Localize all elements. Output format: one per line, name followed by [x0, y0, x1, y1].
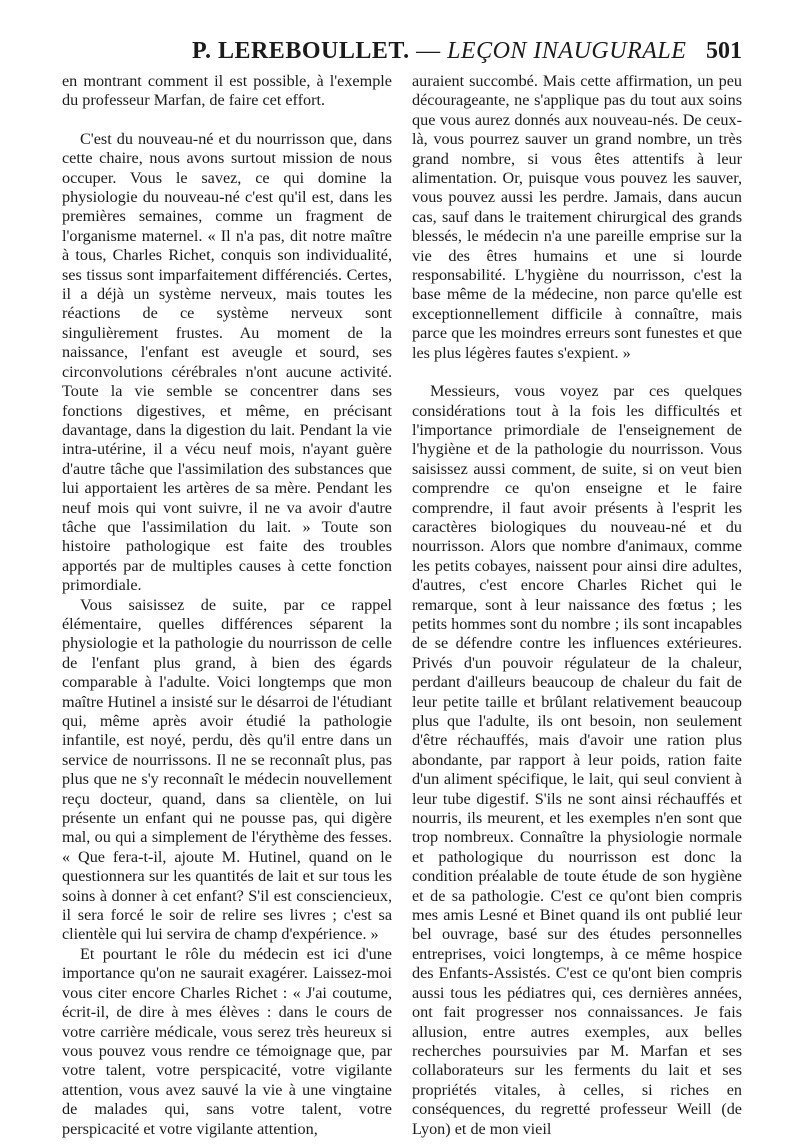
paragraph: Et pourtant le rôle du médecin est ici d'une importance qu'on ne saurait exagérer. Laissez-moi vous citer encore Charles Richet : « J'ai coutume, écrit-il, de dire à mes élèves : dans le cours de votre carrière médicale, vous serez très heureux si vous pouvez vous rendre ce témoignage que, par votre talent, votre perspicacité, votre vigilante attention, vous avez sauvé la vie à une vingtaine de malades qui, sans votre talent, votre perspicacité et votre vigilante attention,	[62, 944, 392, 1138]
left-column	[62, 72, 392, 1139]
paragraph: en montrant comment il est possible, à l'exemple du professeur Marfan, de faire cet effort.	[62, 72, 392, 110]
page-number: 501	[706, 38, 742, 64]
paragraph: Vous saisissez de suite, par ce rappel élémentaire, quelles différences séparent la physiologie et la pathologie du nourrisson de celle de l'enfant plus grand, à bien des égards comparable à l'adulte. Voici longtemps que mon maître Hutinel a insisté sur le désarroi de l'étudiant qui, même après avoir étudié la pathologie infantile, est noyé, perdu, dès qu'il entre dans un service de nourrissons. Il ne se reconnaît plus, pas plus que ne s'y reconnaît le médecin nouvellement reçu docteur, quand, dans sa clientèle, on lui présente un enfant qui ne pousse pas, qui digère mal, ou qui a simplement de l'érythème des fesses. « Que fera-t-il, ajoute M. Hutinel, quand on le questionnera sur les quantités de lait et sur tous les soins à donner à cet enfant? S'il est consciencieux, il sera forcé le soir de relire ses livres ; c'est sa clientèle qui lui servira de champ d'expérience. »	[62, 595, 392, 944]
header-author: P. LEREBOULLET.	[192, 38, 410, 64]
header-separator: —	[409, 38, 448, 64]
running-header	[60, 38, 742, 70]
paragraph: C'est du nouveau-né et du nourrisson que, dans cette chaire, nous avons surtout mission de nous occuper. Vous le savez, ce qui domine la physiologie du nouveau-né c'est qu'il est, dans les premières semaines, comme un fragment de l'organisme maternel. « Il n'a pas, dit notre maître à tous, Charles Richet, conquis son individualité, ses tissus sont imparfaitement différenciés. Certes, il a déjà un système nerveux, mais toutes les réactions de ce système nerveux sont singulièrement frustes. Au moment de la naissance, l'enfant est aveugle et sourd, ses circonvolutions cérébrales n'ont aucune activité. Toute la vie semble se concentrer dans ses fonctions digestives, et même, en précisant davantage, dans la digestion du lait. Pendant la vie intra-utérine, il a vécu neuf mois, n'ayant guère d'autre tâche que l'assimilation des substances que lui apportaient les artères de sa mère. Pendant les neuf mois qui vont suivre, il ne va avoir d'autre tâche que l'assimilation du lait. » Toute son histoire pathologique est faite des troubles apportés par de multiples causes à cette fonction primordiale.	[62, 129, 392, 595]
right-column	[412, 72, 742, 1139]
header-title	[192, 38, 686, 65]
paragraph: Messieurs, vous voyez par ces quelques considérations tout à la fois les difficultés et l'importance primordiale de l'enseignement de l'hygiène et de la pathologie du nourrisson. Vous saisissez aussi comment, de suite, si on veut bien comprendre ce qu'on enseigne et le faire comprendre, il faut avoir présents à l'esprit les caractères biologiques du nouveau-né et du nourrisson. Alors que nombre d'animaux, comme les petits cobayes, naissent pour ainsi dire adultes, d'autres, c'est encore Charles Richet qui le remarque, sont à leur naissance des fœtus ; les petits hommes sont du nombre ; ils sont incapables de se défendre contre les influences extérieures. Privés d'un pouvoir régulateur de la chaleur, perdant d'ailleurs beaucoup de chaleur du fait de leur petite taille et brûlant relativement beaucoup plus que l'adulte, ils ont besoin, non seulement d'être réchauffés, mais d'avoir une ration plus abondante, par rapport à leur poids, ration faite d'un aliment spécifique, le lait, qui seul convient à leur tube digestif. S'ils ne sont ainsi réchauffés et nourris, ils meurent, et les exemples n'en sont que trop nombreux. Connaître la physiologie normale et pathologique du nourrisson est donc la condition préalable de toute étude de son hygiène et de sa pathologie. C'est ce qu'ont bien compris mes amis Lesné et Binet quand ils ont publié leur bel ouvrage, basé sur des études personnelles entreprises, voici longtemps, à ce même hospice des Enfants-Assistés. C'est ce qu'ont bien compris aussi tous les pédiatres qui, ces dernières années, ont fait progresser nos connaissances. Je fais allusion, entre autres exemples, aux belles recherches poursuivies par M. Marfan et ses collaborateurs sur les ferments du lait et ses propriétés vitales, à celles, si riches en conséquences, du regretté professeur Weill (de Lyon) et de mon vieil	[412, 382, 743, 1138]
header-lecture-title: LEÇON INAUGURALE	[447, 38, 687, 64]
paragraph: auraient succombé. Mais cette affirmation, un peu décourageante, ne s'applique pas du tout aux soins que vous aurez donnés aux nouveau-nés. De ceux-là, vous pourrez sauver un grand nombre, un très grand nombre, si vous êtes attentifs à leur alimentation. Or, puisque vous pouvez les sauver, vous pouvez aussi les perdre. Jamais, dans aucun cas, sauf dans le traitement chirurgical des grands blessés, le médecin n'a une pareille emprise sur la vie des êtres humains et une si lourde responsabilité. L'hygiène du nourrisson, c'est la base même de la médecine, non parce qu'elle est exceptionnellement difficile à connaître, mais parce que les moindres erreurs sont funestes et que les plus légères fautes s'expient. »	[412, 72, 742, 362]
